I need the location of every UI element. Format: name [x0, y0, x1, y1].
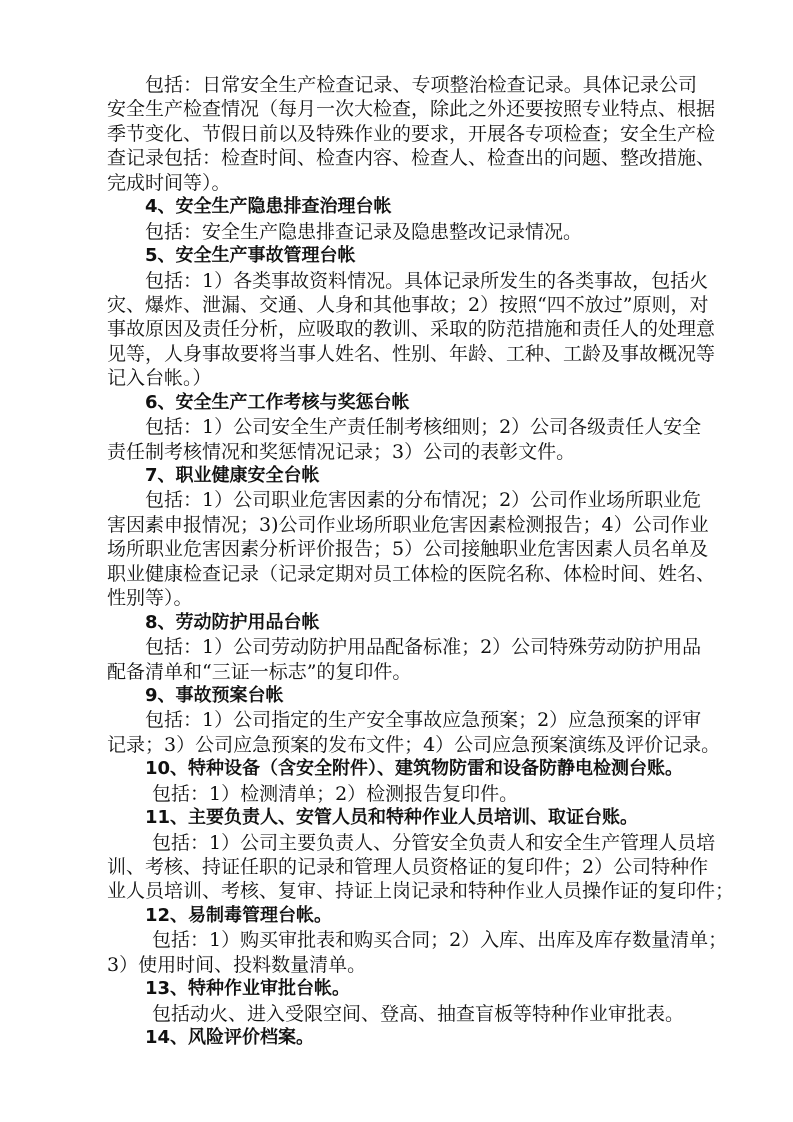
body-line: 包括：日常安全生产检查记录、专项整治检查记录。具体记录公司 — [145, 74, 697, 96]
body-line: 包括：1）公司主要负责人、分管安全负责人和安全生产管理人员培 — [152, 831, 716, 854]
body-line: 场所职业危害因素分析评价报告；5）公司接触职业危害因素人员名单及 — [107, 538, 709, 561]
body-line: 训、考核、持证任职的记录和管理人员资格证的复印件；2）公司特种作 — [107, 856, 709, 878]
body-line: 包括动火、进入受限空间、登高、抽查盲板等特种作业审批表。 — [152, 1002, 685, 1025]
section — [107, 1026, 697, 1050]
section — [107, 684, 721, 757]
section — [107, 464, 716, 611]
body-line: 职业健康检查记录（记录定期对员工体检的医院名称、体检时间、姓名、 — [107, 562, 716, 585]
body-line: 3）使用时间、投料数量清单。 — [107, 953, 367, 976]
body-line: 配备清单和“三证一标志”的复印件。 — [107, 660, 412, 683]
body-line: 包括：1）公司安全生产责任制考核细则；2）公司各级责任人安全 — [145, 416, 702, 439]
section-heading: 9、事故预案台帐 — [145, 684, 284, 706]
section-heading: 8、劳动防护用品台帐 — [145, 611, 320, 633]
body-line: 包括：1）公司劳动防护用品配备标准；2）公司特殊劳动防护用品 — [145, 636, 702, 659]
section — [107, 806, 735, 904]
section — [107, 611, 702, 684]
body-line: 事故原因及责任分析，应吸取的教训、采取的防范措施和责任人的处理意 — [107, 318, 716, 341]
section-heading: 13、特种作业审批台帐。 — [145, 978, 351, 1000]
body-line: 记录；3）公司应急预案的发布文件；4）公司应急预案演练及评价记录。 — [107, 733, 721, 756]
section-heading: 4、安全生产隐患排查治理台帐 — [145, 196, 392, 218]
body-line: 包括：1）公司职业危害因素的分布情况；2）公司作业场所职业危 — [145, 489, 702, 512]
body-line: 包括：安全生产隐患排查记录及隐患整改记录情况。 — [145, 220, 583, 243]
section-heading: 14、风险评价档案。 — [145, 1027, 315, 1049]
section-heading: 7、职业健康安全台帐 — [145, 465, 320, 486]
section-heading: 11、主要负责人、安管人员和特种作业人员培训、取证台账。 — [145, 807, 639, 829]
section-heading: 6、安全生产工作考核与奖惩台帐 — [145, 391, 410, 413]
section — [107, 391, 702, 464]
section-heading: 12、易制毒管理台帐。 — [145, 904, 333, 926]
body-line: 性别等）。 — [107, 587, 193, 610]
document-page — [107, 73, 735, 1051]
section — [107, 244, 716, 391]
body-line: 安全生产检查情况（每月一次大检查，除此之外还要按照专业特点、根据 — [107, 98, 716, 121]
body-line: 包括：1）检测清单；2）检测报告复印件。 — [152, 782, 519, 805]
section — [107, 757, 697, 806]
body-line: 灾、爆炸、泄漏、交通、人身和其他事故；2）按照“四不放过”原则，对 — [107, 293, 709, 316]
body-line: 查记录包括：检查时间、检查内容、检查人、检查出的问题、整改措施、 — [107, 147, 716, 170]
body-line: 记入台帐。） — [107, 367, 212, 390]
section — [107, 195, 697, 244]
section — [107, 904, 728, 977]
section — [107, 73, 716, 195]
body-line: 业人员培训、考核、复审、持证上岗记录和特种作业人员操作证的复印件； — [107, 880, 735, 903]
body-line: 完成时间等）。 — [107, 171, 231, 194]
body-line: 包括：1）各类事故资料情况。具体记录所发生的各类事故，包括火 — [145, 269, 709, 292]
section-heading: 10、特种设备（含安全附件）、建筑物防雷和设备防静电检测台账。 — [145, 758, 684, 780]
body-line: 季节变化、节假日前以及特殊作业的要求，开展各专项检查；安全生产检 — [107, 122, 716, 145]
section-heading: 5、安全生产事故管理台帐 — [145, 245, 356, 267]
body-line: 见等，人身事故要将当事人姓名、性别、年龄、工种、工龄及事故概况等 — [107, 342, 716, 365]
body-line: 包括：1）购买审批表和购买合同；2）入库、出库及库存数量清单； — [152, 929, 728, 952]
body-line: 包括：1）公司指定的生产安全事故应急预案；2）应急预案的评审 — [145, 709, 702, 732]
body-line: 责任制考核情况和奖惩情况记录；3）公司的表彰文件。 — [107, 440, 576, 463]
body-line: 害因素申报情况；3)公司作业场所职业危害因素检测报告；4）公司作业 — [107, 513, 709, 536]
section — [107, 977, 697, 1026]
